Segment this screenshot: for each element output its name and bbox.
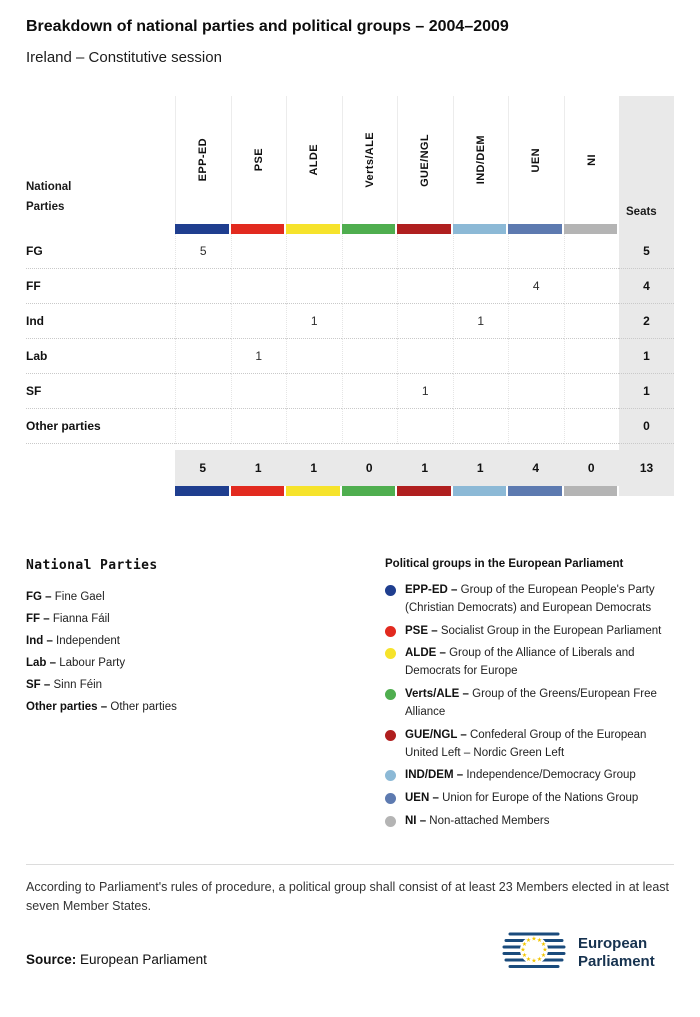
table-cell: [342, 269, 398, 304]
seats-column-fill: [619, 224, 674, 234]
column-header-epp-ed: [175, 96, 231, 224]
group-color-bar-bottom-gue-ngl: [397, 486, 453, 496]
column-header-label: IND/DEM: [474, 135, 487, 185]
legend-name: Group of the European People's Party (Christian Democrats) and European Democrats: [405, 584, 655, 614]
party-label-fg: FG: [26, 234, 175, 269]
table-cell: [175, 304, 231, 339]
table-cell: 4: [508, 269, 564, 304]
table-cell: [453, 374, 509, 409]
group-color-bar-ni: [564, 224, 620, 234]
total-cell-pse: 1: [231, 450, 287, 486]
legend-name: Sinn Féin: [53, 679, 103, 691]
svg-text:★: ★: [521, 952, 528, 960]
legend-item-ind: [26, 630, 365, 652]
legend: [26, 558, 674, 836]
group-color-bar-epp-ed: [175, 224, 231, 234]
party-label-sf: SF: [26, 374, 175, 409]
legend-item-alde: [385, 645, 674, 681]
column-header-ind-dem: [453, 96, 509, 224]
legend-text: [405, 582, 674, 618]
legend-abbr: Verts/ALE –: [405, 688, 469, 701]
seats-cell-ff: 4: [619, 269, 674, 304]
table-cell: 1: [286, 304, 342, 339]
table-cell: [175, 374, 231, 409]
corner-label-line1: National: [26, 180, 72, 193]
legend-text: [405, 623, 674, 641]
group-color-bar-alde: [286, 224, 342, 234]
legend-text: [405, 645, 674, 681]
table-cell: [564, 304, 620, 339]
ni-color-dot: [385, 816, 396, 827]
legend-item-pse: [385, 623, 674, 641]
legend-abbr: Other parties –: [26, 701, 108, 713]
legend-name: Union for Europe of the Nations Group: [442, 792, 639, 805]
legend-political-groups-title: Political groups in the European Parliament: [385, 558, 624, 570]
legend-name: Fianna Fáil: [52, 613, 110, 625]
seats-cell-other: 0: [619, 409, 674, 444]
legend-item-gue-ngl: [385, 727, 674, 763]
table-cell: 1: [453, 304, 509, 339]
table-cell: [508, 234, 564, 269]
legend-name: Labour Party: [59, 657, 126, 669]
total-seats-cell: 13: [619, 450, 674, 486]
table-cell: [342, 339, 398, 374]
table-cell: [397, 409, 453, 444]
group-color-bar-bottom-verts-ale: [342, 486, 398, 496]
table-cell: [286, 269, 342, 304]
total-cell-epp-ed: 5: [175, 450, 231, 486]
legend-item-epp-ed: [385, 582, 674, 618]
svg-text:★: ★: [542, 946, 548, 954]
table-cell: [286, 234, 342, 269]
table-cell: [231, 374, 287, 409]
total-row-label-space: [26, 450, 175, 486]
legend-national-parties: [26, 558, 385, 836]
group-color-bar-bottom-ni: [564, 486, 620, 496]
legend-abbr: ALDE –: [405, 647, 446, 660]
table-cell: 5: [175, 234, 231, 269]
table-cell: [453, 269, 509, 304]
legend-name: Independence/Democracy Group: [466, 769, 636, 782]
table-cell: [453, 409, 509, 444]
table-cell: [342, 409, 398, 444]
group-color-bar-bottom-alde: [286, 486, 342, 496]
table-cell: [342, 304, 398, 339]
legend-name: Group of the Greens/European Free Alliance: [405, 688, 657, 718]
group-color-bar-gue-ngl: [397, 224, 453, 234]
group-color-bar-bottom-pse: [231, 486, 287, 496]
legend-political-groups: [385, 558, 674, 836]
table-cell: [564, 234, 620, 269]
total-cell-ni: 0: [564, 450, 620, 486]
legend-item-other: [26, 696, 365, 718]
table-cell: [231, 234, 287, 269]
table-cell: [564, 339, 620, 374]
table-cell: [397, 339, 453, 374]
seats-cell-lab: 1: [619, 339, 674, 374]
svg-text:★: ★: [525, 937, 532, 945]
source-label: Source:: [26, 952, 77, 968]
total-cell-verts-ale: 0: [342, 450, 398, 486]
legend-item-uen: [385, 790, 674, 808]
legend-national-parties-title: National Parties: [26, 558, 158, 573]
uen-color-dot: [385, 793, 396, 804]
table-cell: [397, 304, 453, 339]
legend-item-ff: [26, 608, 365, 630]
group-color-bar-bottom-uen: [508, 486, 564, 496]
table-cell: [564, 374, 620, 409]
column-header-verts-ale: [342, 96, 398, 224]
party-label-lab: Lab: [26, 339, 175, 374]
total-cell-uen: 4: [508, 450, 564, 486]
column-header-label: PSE: [252, 148, 265, 172]
pse-color-dot: [385, 626, 396, 637]
seats-column-fill-bottom: [619, 486, 674, 496]
group-color-bar-bottom-epp-ed: [175, 486, 231, 496]
seats-cell-ind: 2: [619, 304, 674, 339]
table-cell: [175, 339, 231, 374]
column-header-label: NI: [585, 154, 598, 166]
legend-abbr: NI –: [405, 814, 427, 827]
legend-text: [405, 790, 674, 808]
table-cell: [175, 269, 231, 304]
table-cell: 1: [231, 339, 287, 374]
verts-ale-color-dot: [385, 689, 396, 700]
gue-ngl-color-dot: [385, 730, 396, 741]
table-cell: [231, 269, 287, 304]
legend-abbr: SF –: [26, 679, 51, 691]
legend-item-sf: [26, 674, 365, 696]
alde-color-dot: [385, 648, 396, 659]
table-cell: [564, 409, 620, 444]
legend-name: Socialist Group in the European Parliament: [440, 624, 662, 637]
svg-text:★: ★: [536, 956, 543, 964]
european-parliament-logo: [502, 929, 674, 977]
table-cell: [508, 304, 564, 339]
legend-name: Fine Gael: [54, 591, 105, 603]
legend-name: Independent: [56, 635, 120, 647]
svg-text:★: ★: [531, 935, 537, 943]
page-title: Breakdown of national parties and political groups – 2004–2009: [26, 18, 509, 35]
legend-text: [405, 686, 674, 722]
seats-header-label: Seats: [626, 206, 657, 218]
total-cell-ind-dem: 1: [453, 450, 509, 486]
legend-name: Group of the Alliance of Liberals and Democrats for Europe: [405, 647, 635, 678]
table-cell: [564, 269, 620, 304]
svg-text:★: ★: [521, 941, 528, 949]
legend-item-fg: [26, 586, 365, 608]
table-corner-label: [26, 96, 175, 224]
table-cell: 1: [397, 374, 453, 409]
group-color-bar-bottom-ind-dem: [453, 486, 509, 496]
party-label-ff: FF: [26, 269, 175, 304]
procedure-note: According to Parliament's rules of procedure, a political group shall consist of at least 23 Members elected in at least seven Member States.: [26, 864, 674, 916]
seats-cell-sf: 1: [619, 374, 674, 409]
table-cell: [231, 409, 287, 444]
svg-text:★: ★: [520, 946, 526, 954]
legend-item-lab: [26, 652, 365, 674]
table-cell: [231, 304, 287, 339]
table-cell: [286, 339, 342, 374]
column-header-label: UEN: [530, 147, 543, 173]
group-color-bar-verts-ale: [342, 224, 398, 234]
legend-text: [405, 767, 674, 785]
svg-text:★: ★: [540, 952, 547, 960]
logo-text-line1: European: [578, 935, 648, 953]
table-cell: [175, 409, 231, 444]
seats-cell-fg: 5: [619, 234, 674, 269]
table-cell: [342, 374, 398, 409]
bar-row-spacer: [26, 486, 175, 496]
legend-name: Confederal Group of the European United Left – Nordic Green Left: [405, 728, 647, 759]
group-color-bar-uen: [508, 224, 564, 234]
legend-abbr: UEN –: [405, 792, 439, 805]
legend-abbr: FG –: [26, 591, 52, 603]
table-cell: [453, 339, 509, 374]
logo-text-line2: Parliament: [578, 953, 655, 971]
party-label-ind: Ind: [26, 304, 175, 339]
seats-breakdown-table: [26, 96, 674, 496]
legend-abbr: FF –: [26, 613, 50, 625]
legend-item-ni: [385, 813, 674, 831]
column-header-uen: [508, 96, 564, 224]
total-cell-alde: 1: [286, 450, 342, 486]
column-header-label: EPP-ED: [197, 138, 210, 182]
ind-dem-color-dot: [385, 770, 396, 781]
column-header-gue-ngl: [397, 96, 453, 224]
table-cell: [453, 234, 509, 269]
svg-text:★: ★: [531, 957, 537, 965]
source-line: [26, 952, 207, 977]
legend-name: Other parties: [110, 701, 177, 713]
source-value: European Parliament: [80, 952, 207, 968]
svg-text:★: ★: [540, 941, 547, 949]
legend-abbr: IND/DEM –: [405, 769, 464, 782]
legend-text: [405, 727, 674, 763]
table-cell: [508, 409, 564, 444]
table-cell: [286, 409, 342, 444]
epp-ed-color-dot: [385, 585, 396, 596]
column-header-ni: [564, 96, 620, 224]
legend-abbr: EPP-ED –: [405, 584, 458, 596]
total-cell-gue-ngl: 1: [397, 450, 453, 486]
legend-abbr: GUE/NGL –: [405, 728, 467, 741]
legend-abbr: PSE –: [405, 624, 438, 637]
legend-abbr: Ind –: [26, 635, 53, 647]
column-header-label: ALDE: [308, 144, 321, 176]
svg-text:★: ★: [536, 937, 543, 945]
table-cell: [508, 339, 564, 374]
group-color-bar-ind-dem: [453, 224, 509, 234]
legend-item-ind-dem: [385, 767, 674, 785]
page-subtitle: Ireland – Constitutive session: [26, 49, 222, 66]
table-cell: [508, 374, 564, 409]
column-header-label: GUE/NGL: [419, 133, 432, 187]
table-cell: [342, 234, 398, 269]
legend-text: [405, 813, 674, 831]
legend-abbr: Lab –: [26, 657, 57, 669]
bar-row-spacer: [26, 224, 175, 234]
footer: [26, 929, 674, 977]
column-header-label: Verts/ALE: [363, 132, 376, 188]
column-header-seats: [619, 96, 674, 224]
column-header-pse: [231, 96, 287, 224]
corner-label-line2: Parties: [26, 201, 65, 214]
table-cell: [286, 374, 342, 409]
column-header-alde: [286, 96, 342, 224]
table-cell: [397, 234, 453, 269]
table-cell: [397, 269, 453, 304]
group-color-bar-pse: [231, 224, 287, 234]
legend-item-verts-ale: [385, 686, 674, 722]
party-label-other: Other parties: [26, 409, 175, 444]
svg-text:★: ★: [525, 956, 532, 964]
legend-name: Non-attached Members: [429, 814, 550, 827]
